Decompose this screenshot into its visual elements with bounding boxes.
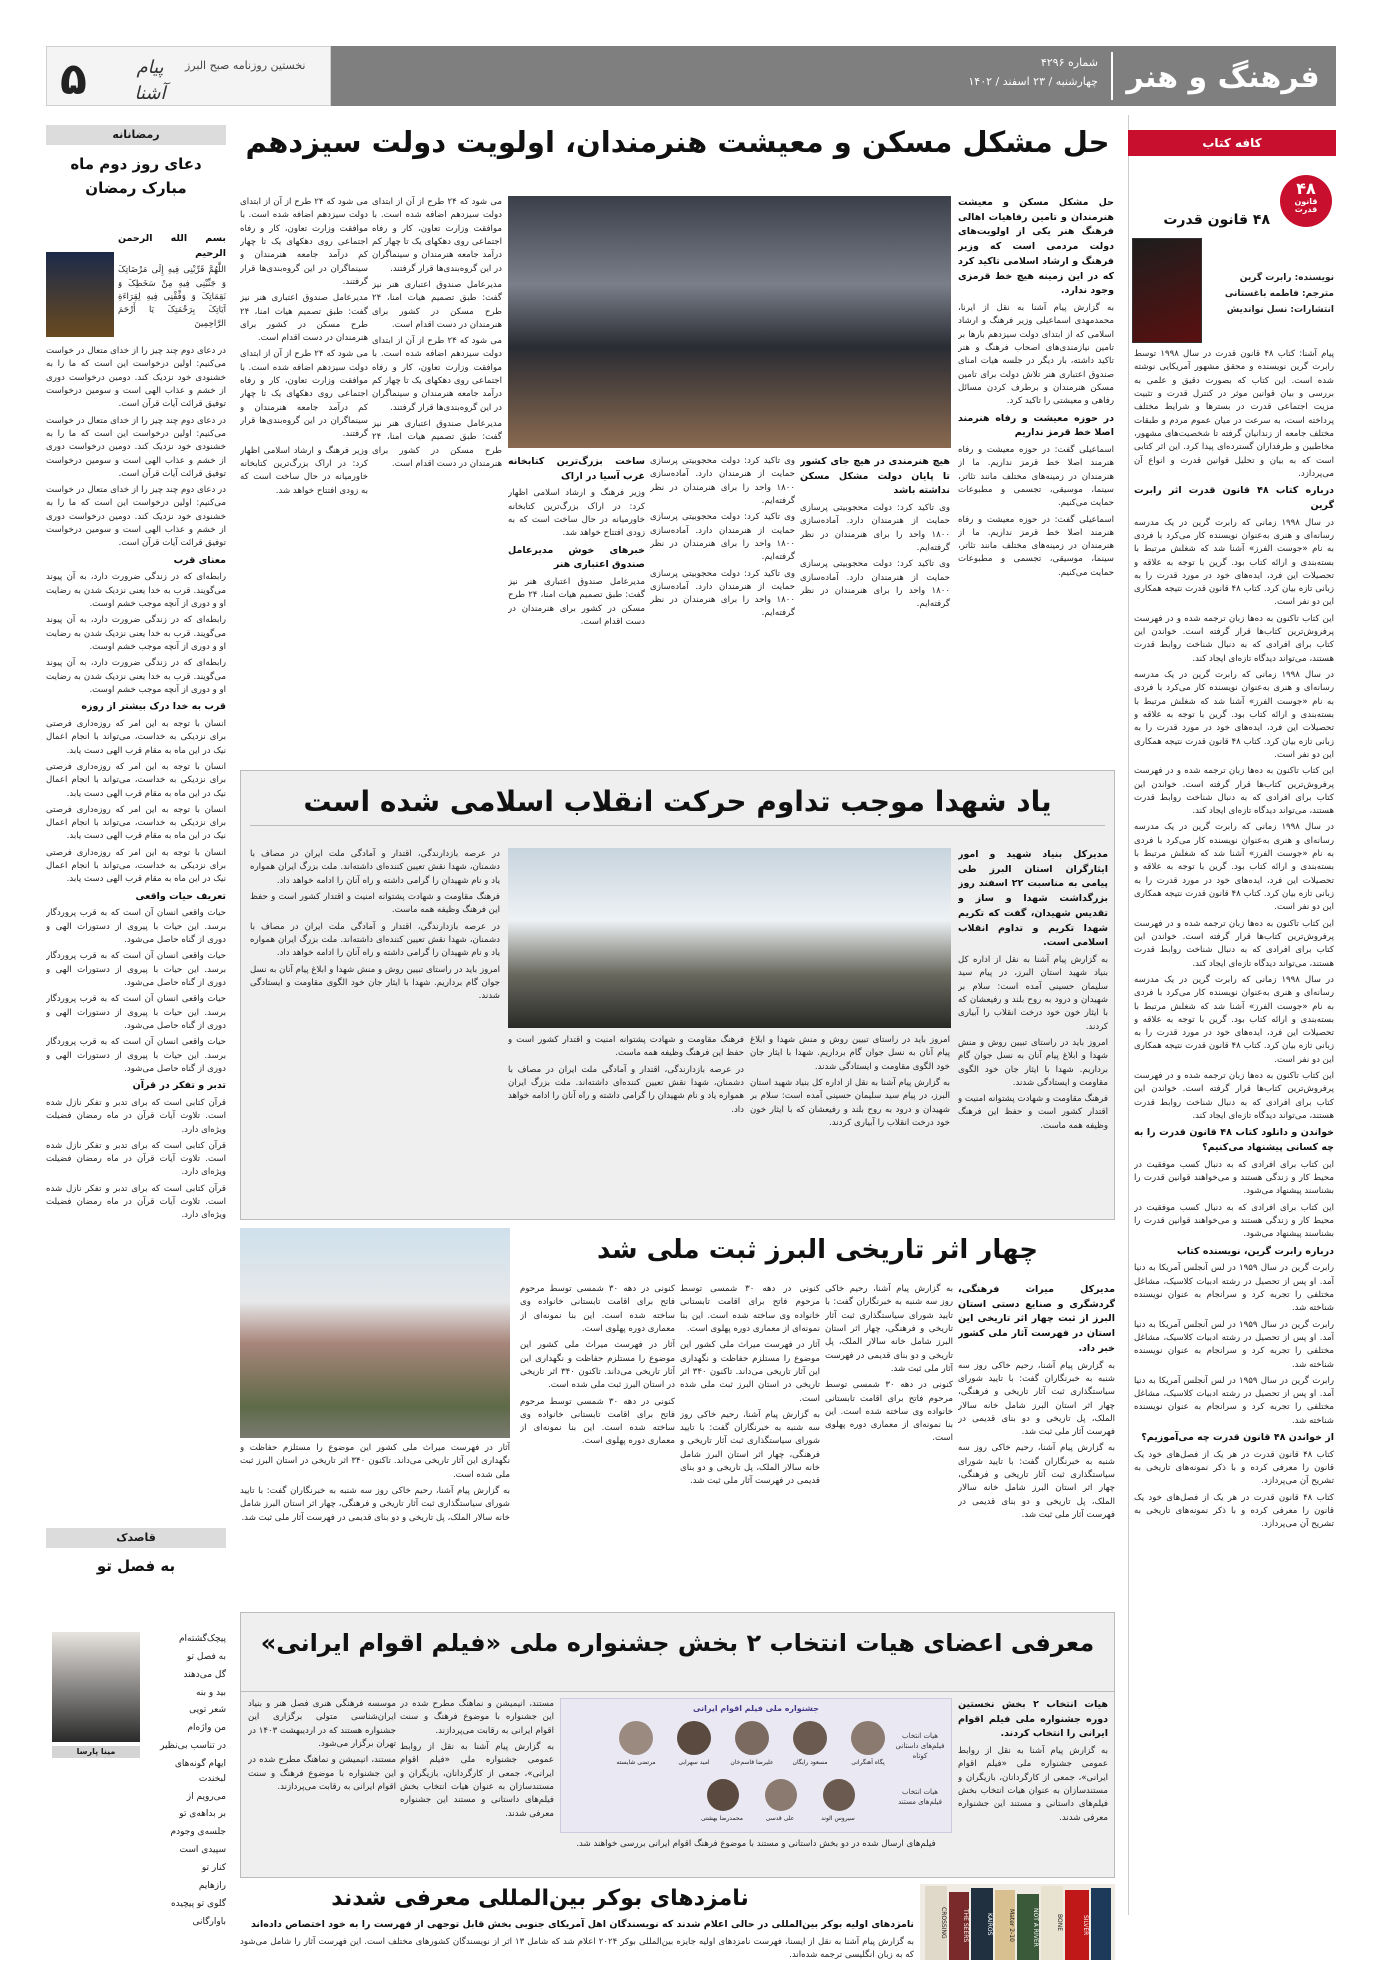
- festival-poster: [560, 1698, 952, 1833]
- art1-body4: وزیر فرهنگ و ارشاد اسلامی اظهار کرد: در اراک بزرگ‌ترین کتابخانه خاورمیانه در حال ساخت است که به زودی افتتاح خواهد شد.: [508, 488, 645, 539]
- poem-line: می‌رویم از: [186, 1791, 226, 1802]
- ramadan-p4b: قرآن کتابی است که برای تدبر و تفکر نازل شده است. تلاوت آیات قرآن در ماه رمضان فضیلت ویژه‌ای دارد.: [46, 1140, 226, 1178]
- poem-line: شعر تویی: [189, 1705, 226, 1716]
- badge-number: ۴۸: [1296, 179, 1316, 198]
- book-p5: کتاب ۴۸ قانون قدرت در هر یک از فصل‌های خود یک قانون را معرفی کرده و با ذکر نمونه‌های تاریخی به تشریح آن می‌پردازد.: [1134, 1449, 1334, 1487]
- art2-body2c: امروز باید در راستای تبیین روش و منش شهدا و ابلاغ پیام آنان به نسل جوان گام برداریم. شهدا با ایثار جان خود الگوی مقاومت و ایستادگی شدند.: [250, 964, 500, 1002]
- poem-line: من واژه‌ام: [187, 1723, 226, 1734]
- art3-body2c: کنونی در دهه ۳۰ شمسی توسط مرحوم فاتح برای اقامت تابستانی خانواده وی ساخته شده است. این بنا نمونه‌ای از معماری دوره پهلوی است.: [520, 1284, 675, 1334]
- art2-col3: [508, 1034, 744, 1210]
- poem-line: بر بداهه‌ی تو: [179, 1809, 226, 1820]
- art3-body1d: به گزارش پیام آشنا، رحیم خاکی روز سه شنبه به خبرنگاران گفت: با تایید شورای سیاستگذاری ثبت آثار تاریخی و فرهنگی، چهار اثر استان البرز شامل خانه سالار الملک، پل تاریخی و دو بنای قدیمی در فهرست آثار ملی ثبت شد.: [680, 1409, 820, 1487]
- ramadan-p2: انسان با توجه به این امر که روزه‌داری فرصتی برای نزدیکی به خداست، می‌تواند با انجام اعمال نیک در این ماه به مقام قرب الهی دست یابد.: [46, 718, 226, 756]
- book-cover: [1132, 238, 1202, 343]
- art1-body3b: وی تاکید کرد: دولت محجوبیتی پرسازی حمایت از هنرمندان دارد. آماده‌سازی ۱۸۰۰ واحد را برای هنرمندان در نظر گرفته‌ایم.: [800, 559, 950, 610]
- ramadan-title: دعای روز دوم ماه مبارک رمضان: [70, 155, 202, 197]
- poem-line: کنار تو: [201, 1862, 226, 1873]
- paper-logo: پیام آشنا: [134, 57, 166, 105]
- art1-body3e: وی تاکید کرد: دولت محجوبیتی پرسازی حمایت از هنرمندان دارد. آماده‌سازی ۱۸۰۰ واحد را برای هنرمندان در نظر گرفته‌ایم.: [650, 568, 795, 619]
- book-publisher: انتشارات: نسل نواندیش: [1226, 305, 1334, 316]
- ramadan-p1: رابطه‌ای که در زندگی ضرورت دارد، به آن پیوند می‌گویند. قرب به خدا یعنی نزدیک شدن به رضایت او و دوری از آنچه موجب خشم اوست.: [46, 572, 226, 610]
- ramadan-h3: تعریف حیات واقعی: [135, 890, 226, 902]
- mosque-image: [46, 252, 114, 337]
- art3-body3: آثار در فهرست میراث ملی کشور این موضوع را مستلزم حفاظت و نگهداری این آثار تاریخی می‌داند. تاکنون ۳۴۰ اثر تاریخی در استان البرز ثبت ملی شده است.: [680, 1340, 820, 1404]
- book-h4: از خواندن ۴۸ قانون قدرت چه می‌آموزیم؟: [1141, 1432, 1334, 1444]
- art2-body4: فرهنگ مقاومت و شهادت پشتوانه امنیت و اقتدار کشور است و حفظ این فرهنگ وظیفه همه ماست.: [958, 1094, 1108, 1131]
- book-h1: درباره کتاب ۴۸ قانون قدرت اثر رابرت گرین: [1134, 485, 1334, 511]
- book-spine: THE SEERS: [949, 1892, 969, 1960]
- art2-col1: [958, 848, 1108, 1210]
- book-h2: خواندن و دانلود کتاب ۴۸ قانون قدرت را به چه کسانی پیشنهاد می‌کنیم؟: [1134, 1127, 1334, 1154]
- art4-body2b: مستند، انیمیشن و نماهنگ مطرح شده در این جشنواره با موضوع فرهنگ و سنت اقوام ایرانی به رقابت می‌پردازند.: [248, 1755, 396, 1792]
- dua-translation2: در دعای دوم چند چیز را از خدای متعال در خواست می‌کنیم: اولین درخواست این است که ما را به خشنودی خود نزدیک کند. دومین درخواست دوری از خشم و عذاب الهی است و سومین درخواست توفیق قرائت آیات قرآن است.: [46, 415, 226, 479]
- book-p1: در سال ۱۹۹۸ زمانی که رابرت گرین در یک مدرسه رسانه‌ای و هنری به‌عنوان نویسنده کار می‌کرد با فردی به نام «جوست الفرز» آشنا شد که شغلش مرتبط با بسته‌بندی و ارائه کتاب بود. گرین با توجه به علاقه و تحصیلات این فرد، ایده‌های خود در مورد قدرت را به زبانی تازه بیان کرد. کتاب ۴۸ قانون قدرت نتیجه همکاری این دو نفر است.: [1134, 517, 1334, 608]
- art3-body3c: آثار در فهرست میراث ملی کشور این موضوع را مستلزم حفاظت و نگهداری این آثار تاریخی می‌داند. تاکنون ۳۴۰ اثر تاریخی در استان البرز ثبت ملی شده است.: [240, 1443, 510, 1480]
- header-divider: [1111, 52, 1113, 100]
- dua-translation: در دعای دوم چند چیز را از خدای متعال در خواست می‌کنیم: اولین درخواست این است که ما را به خشنودی خود نزدیک کند. دومین درخواست دوری از خشم و عذاب الهی است و سومین درخواست توفیق قرائت آیات قرآن است.: [46, 346, 226, 410]
- poem-line: گل می‌دهند: [183, 1669, 226, 1680]
- ramadan-p2d: انسان با توجه به این امر که روزه‌داری فرصتی برای نزدیکی به خداست، می‌تواند با انجام اعمال نیک در این ماه به مقام قرب الهی دست یابد.: [46, 847, 226, 885]
- art2-lead: مدیرکل بنیاد شهید و امور ایثارگران استان البرز طی پیامی به مناسبت ۲۲ اسفند روز بزرگداشت شهدا و ساز و تقدیس شهیدان، گفت که تکریم شهدا تکریم و تداوم انقلاب اسلامی است.: [958, 849, 1108, 949]
- art4-col1: [958, 1698, 1108, 1873]
- art3-body2: کنونی در دهه ۳۰ شمسی توسط مرحوم فاتح برای اقامت تابستانی خانواده وی ساخته شده است. این بنا نمونه‌ای از معماری دوره پهلوی است.: [825, 1380, 953, 1444]
- member-name: مرتضی شایسته: [616, 1759, 656, 1766]
- art1-body3d: وی تاکید کرد: دولت محجوبیتی پرسازی حمایت از هنرمندان دارد. آماده‌سازی ۱۸۰۰ واحد را برای هنرمندان در نظر گرفته‌ایم.: [650, 512, 795, 563]
- member-name: امید سهرابی: [678, 1759, 710, 1766]
- art1-body5d: مدیرعامل صندوق اعتباری هنر نیز گفت: طبق تصمیم هیات امنا، ۲۴ طرح مسکن در کشور برای هنرمندان در دست اقدام است.: [240, 293, 368, 344]
- ramadan-p2c: انسان با توجه به این امر که روزه‌داری فرصتی برای نزدیکی به خداست، می‌تواند با انجام اعمال نیک در این ماه به مقام قرب الهی دست یابد.: [46, 804, 226, 842]
- member-photo: [735, 1721, 769, 1755]
- ramadan-p4: قرآن کتابی است که برای تدبر و تفکر نازل شده است. تلاوت آیات قرآن در ماه رمضان فضیلت ویژه‌ای دارد.: [46, 1097, 226, 1135]
- art2-body2: امروز باید در راستای تبیین روش و منش شهدا و ابلاغ پیام آنان به نسل جوان گام برداریم. شهدا با ایثار جان خود الگوی مقاومت و ایستادگی شدند.: [958, 1037, 1108, 1088]
- art1-body2: اسماعیلی گفت: در حوزه معیشت و رفاه هنرمند اصلا خط قرمز نداریم. ما از هنرمندان در زمینه‌های مختلف مانند تئاتر، سینما، موسیقی، تجسمی و مطبوعات حمایت می‌کنیم.: [958, 444, 1114, 509]
- member-photo: [677, 1721, 711, 1755]
- art2-col4: [250, 848, 500, 1210]
- member-photo: [793, 1721, 827, 1755]
- dua-text: اللَّهُمَّ قَرِّبْنِی فِیهِ إِلَى مَرْضَاتِکَ وَ جَنِّبْنِی فِیهِ مِنْ سَخَطِکَ وَ نَقِمَاتِکَ وَ وَفِّقْنِی فِیهِ لِقِرَاءَةِ آیَاتِکَ بِرَحْمَتِکَ یَا أَرْحَمَ الرَّاحِمِینَ: [118, 265, 226, 329]
- art5-body1: به گزارش پیام آشنا به نقل از ایسنا، فهرست نامزدهای اولیه جایزه بین‌المللی بوکر ۲۰۲۴ اعلام شد که شامل ۱۳ اثر از نویسندگان کشورهای مختلف است. این فهرست آثار را شامل می‌شود که به زبان انگلیسی ترجمه شده‌اند.: [240, 1936, 914, 1961]
- art1-caption1: هیچ هنرمندی در هیچ جای کشور تا پایان دولت مشکل مسکن نداشته باشد: [800, 456, 950, 497]
- art1-body3c: وی تاکید کرد: دولت محجوبیتی پرسازی حمایت از هنرمندان دارد. آماده‌سازی ۱۸۰۰ واحد را برای هنرمندان در نظر گرفته‌ایم.: [650, 456, 795, 506]
- badge-word2: قدرت: [1294, 205, 1318, 215]
- art2-body4c: فرهنگ مقاومت و شهادت پشتوانه امنیت و اقتدار کشور است و حفظ این فرهنگ وظیفه همه ماست.: [250, 891, 500, 916]
- member-name: سیروس الوند: [821, 1815, 855, 1822]
- art5-caption: نامزدهای اولیه بوکر بین‌المللی در حالی اعلام شدند که نویسندگان اهل آمریکای جنوبی بخش قابل توجهی از فهرست را به خود اختصاص داده‌اند: [250, 1919, 914, 1930]
- ramadan-h4: تدبر و تفکر در قرآن: [132, 1080, 226, 1092]
- poem-line: در تناسب بی‌نظیر: [160, 1741, 226, 1752]
- art1-body3: وی تاکید کرد: دولت محجوبیتی پرسازی حمایت از هنرمندان دارد. آماده‌سازی ۱۸۰۰ واحد را برای هنرمندان در نظر گرفته‌ایم.: [800, 503, 950, 554]
- ramadan-p4c: قرآن کتابی است که برای تدبر و تفکر نازل شده است. تلاوت آیات قرآن در ماه رمضان فضیلت ویژه‌ای دارد.: [46, 1183, 226, 1221]
- book-spine: NOT A RIVER: [1017, 1894, 1039, 1960]
- book-title: ۴۸ قانون قدرت: [1163, 212, 1270, 228]
- art3-body1e: به گزارش پیام آشنا، رحیم خاکی روز سه شنبه به خبرنگاران گفت: با تایید شورای سیاستگذاری ثبت آثار تاریخی و فرهنگی، چهار اثر استان البرز شامل خانه سالار الملک، پل تاریخی و دو بنای قدیمی در فهرست آثار ملی ثبت شد.: [240, 1485, 510, 1523]
- art3-lead: مدیرکل میراث فرهنگی، گردشگری و صنایع دستی استان البرز از ثبت چهار اثر تاریخی این استان در فهرست آثار ملی کشور خبر داد.: [958, 1284, 1115, 1354]
- poem-line: پیچک‌گشته‌ام: [178, 1634, 226, 1644]
- book-author: نویسنده: رابرت گرین: [1239, 273, 1334, 283]
- poem-line: سپیدی است: [179, 1845, 226, 1856]
- art1-body6: می شود که ۲۴ طرح از آن از ابتدای دولت سیزدهم اضافه شده است. با موافقت وزارت تعاون، کار و رفاه اجتماعی روی دهکهای یک تا چهار کم درآمد جامعه هنرمندان و سینماگران در این گروه‌بندی‌ها قرار گرفتند.: [372, 197, 502, 274]
- art4-body2: مستند، انیمیشن و نماهنگ مطرح شده در این جشنواره با موضوع فرهنگ و سنت اقوام ایرانی به رقابت می‌پردازند.: [400, 1699, 554, 1736]
- art1-body5: مدیرعامل صندوق اعتباری هنر نیز گفت: طبق تصمیم هیات امنا، ۲۴ طرح مسکن در کشور برای هنرمندان در دست اقدام است.: [508, 577, 645, 628]
- book-text: [1134, 348, 1334, 1908]
- art2-body2b: امروز باید در راستای تبیین روش و منش شهدا و ابلاغ پیام آنان به نسل جوان گام برداریم. شهدا با ایثار جان خود الگوی مقاومت و ایستادگی شدند.: [750, 1035, 950, 1072]
- book-meta: [1206, 272, 1334, 320]
- art1-col3: [650, 455, 795, 761]
- poster-title: جشنواره ملی فیلم اقوام ایرانی: [693, 1704, 819, 1713]
- book-p3b: این کتاب برای افرادی که به دنبال کسب موفقیت در محیط کار و زندگی هستند و می‌خواهند قوانین قدرت را بشناسند پیشنهاد می‌شود.: [1134, 1202, 1334, 1240]
- art3-col3: [680, 1283, 820, 1603]
- book-spine: [1091, 1888, 1111, 1960]
- ramadan-body: [46, 345, 226, 1515]
- poet-photo: [52, 1632, 140, 1742]
- art3-col4: [520, 1283, 675, 1603]
- art1-col1: [958, 196, 1114, 761]
- art4-headline: معرفی اعضای هیات انتخاب ۲ بخش جشنواره ملی «فیلم اقوام ایرانی»: [260, 1629, 1095, 1657]
- art2-body1: به گزارش پیام آشنا به نقل از اداره کل بنیاد شهید استان البرز، در پیام سید سلیمان حسینی آمده است: سلام بر شهیدان و درود به روح بلند و رفیعشان که با ایثار خون خود درخت انقلاب را آبیاری کردند.: [958, 955, 1108, 1032]
- poem-line: ایهام گونه‌های لبخندت: [174, 1758, 226, 1784]
- art1-body6b: می شود که ۲۴ طرح از آن از ابتدای دولت سیزدهم اضافه شده است. با موافقت وزارت تعاون، کار و رفاه اجتماعی روی دهکهای یک تا چهار کم درآمد جامعه هنرمندان و سینماگران در این گروه‌بندی‌ها قرار گرفتند.: [372, 336, 502, 413]
- art1-body5b: مدیرعامل صندوق اعتباری هنر نیز گفت: طبق تصمیم هیات امنا، ۲۴ طرح مسکن در کشور برای هنرمندان در دست اقدام است.: [372, 279, 502, 330]
- art1-body5c: مدیرعامل صندوق اعتباری هنر نیز گفت: طبق تصمیم هیات امنا، ۲۴ طرح مسکن در کشور برای هنرمندان در دست اقدام است.: [372, 419, 502, 469]
- ramadan-h2: قرب به خدا درک بیشتر از روزه: [81, 701, 226, 713]
- ramadan-p1b: رابطه‌ای که در زندگی ضرورت دارد، به آن پیوند می‌گویند. قرب به خدا یعنی نزدیک شدن به رضایت او و دوری از آنچه موجب خشم اوست.: [46, 615, 226, 652]
- art3-col5: [240, 1442, 510, 1603]
- poem-line: رازهایم: [198, 1880, 226, 1891]
- art4-body3: موسسه فرهنگی هنری فصل هنر و بنیاد ایران‌شناسی متولی برگزاری این جشنواره هستند که در اردیبهشت ۱۴۰۳ در تهران برگزار می‌شود.: [248, 1699, 396, 1749]
- art2-body4b: فرهنگ مقاومت و شهادت پشتوانه امنیت و اقتدار کشور است و حفظ این فرهنگ وظیفه همه ماست.: [508, 1035, 744, 1059]
- art3-body1: به گزارش پیام آشنا، رحیم خاکی روز سه شنبه به خبرنگاران گفت: با تایید شورای سیاستگذاری ثبت آثار تاریخی و فرهنگی، چهار اثر استان البرز شامل خانه سالار الملک، پل تاریخی و دو بنای قدیمی در فهرست آثار ملی ثبت شد.: [958, 1360, 1115, 1438]
- art3-body1b: به گزارش پیام آشنا، رحیم خاکی روز سه شنبه به خبرنگاران گفت: با تایید شورای سیاستگذاری ثبت آثار تاریخی و فرهنگی، چهار اثر استان البرز شامل خانه سالار الملک، پل تاریخی و دو بنای قدیمی در فهرست آثار ملی ثبت شد.: [958, 1443, 1115, 1521]
- poem-line: به فصل تو: [186, 1651, 226, 1662]
- book-badge: [1280, 175, 1332, 227]
- art4-lead: هیات انتخاب ۲ بخش نخستین دوره جشنواره ملی فیلم اقوام ایرانی را انتخاب کردند.: [958, 1699, 1108, 1740]
- panel1-label: هیات انتخاب فیلم‌های داستانی کوتاه: [895, 1732, 945, 1761]
- art2-photo: [508, 848, 951, 1028]
- member-name: مسعود رایگان: [792, 1759, 828, 1766]
- book-spine: KAIROS: [971, 1888, 993, 1960]
- art2-body3c: در عرصه بازدارندگی، اقتدار و آمادگی ملت ایران در مصاف با دشمنان، شهدا نقش تعیین کننده‌ای داشته‌اند. ملت بزرگ ایران همواره یاد و نام شهیدان را گرامی داشته و راه آنان را ادامه خواهد داد.: [250, 921, 500, 959]
- art1-col4: [508, 455, 645, 761]
- book-p3: این کتاب برای افرادی که به دنبال کسب موفقیت در محیط کار و زندگی هستند و می‌خواهند قوانین قدرت را بشناسند پیشنهاد می‌شود.: [1134, 1159, 1334, 1197]
- art1-caption2: ساخت بزرگ‌ترین کتابخانه غرب آسیا در اراک: [508, 456, 645, 482]
- art3-col2: [825, 1283, 953, 1603]
- art2-body3b: در عرصه بازدارندگی، اقتدار و آمادگی ملت ایران در مصاف با دشمنان، شهدا نقش تعیین کننده‌ای داشته‌اند. ملت بزرگ ایران همواره یاد و نام شهیدان را گرامی داشته و راه آنان را ادامه خواهد داد.: [508, 1064, 744, 1115]
- book-p2c: این کتاب تاکنون به ده‌ها زبان ترجمه شده و در فهرست پرفروش‌ترین کتاب‌ها قرار گرفته است. خواندن این کتاب برای افرادی که به دنبال شناخت روابط قدرت هستند، می‌تواند دیدگاه تازه‌ای ایجاد کند.: [1134, 918, 1334, 969]
- art1-lead: حل مشکل مسکن و معیشت هنرمندان و تامین رفاهیات اهالی فرهنگ هنر یکی از اولویت‌های دولت مردمی است که وزیر فرهنگ و ارشاد اسلامی تاکید کرد که در این زمینه هیچ خط قرمزی وجود ندارد.: [958, 197, 1114, 297]
- issue-number: شماره ۴۲۹۶: [1040, 56, 1098, 69]
- book-p2b: این کتاب تاکنون به ده‌ها زبان ترجمه شده و در فهرست پرفروش‌ترین کتاب‌ها قرار گرفته است. خواندن این کتاب برای افرادی که به دنبال شناخت روابط قدرت هستند، می‌تواند دیدگاه تازه‌ای ایجاد کند.: [1134, 766, 1334, 817]
- bismillah: بسم الله الرحمن الرحیم: [118, 233, 226, 259]
- art1-body1: به گزارش پیام آشنا به نقل از ایرنا، محمدمهدی اسماعیلی وزیر فرهنگ و ارشاد اسلامی که از ابتدای دولت سیزدهم بارها بر تامین نیازمندی‌های اصحاب فرهنگ و هنر تاکید داشته، بار دیگر در جلسه هیات امنای صندوق اعتباری هنر تلاش دولت برای تامین مسکن هنرمندان و برطرف کردن مسائل رفاهی و معیشتی را تاکید کرد.: [958, 303, 1114, 407]
- book-p2: این کتاب تاکنون به ده‌ها زبان ترجمه شده و در فهرست پرفروش‌ترین کتاب‌ها قرار گرفته است. خواندن این کتاب برای افرادی که به دنبال شناخت روابط قدرت هستند، می‌تواند دیدگاه تازه‌ای ایجاد کند.: [1134, 613, 1334, 664]
- book-intro: پیام آشنا: کتاب ۴۸ قانون قدرت در سال ۱۹۹۸ توسط رابرت گرین نویسنده و محقق مشهور آمریکایی نوشته شده است. این کتاب که بصورت دقیق و علمی به بررسی و بیان قوانین موثر در کنترل قدرت و تثبیت مزیت اجتماعی قدرت در بسترها و شرایط مختلف پرداخته است، به سرعت در میان عموم مردم و طبقات مختلف جامعه از زندانیان گرفته تا شخصیت‌های مشهور، مخاطبین و طرفداران گسترده‌ای پیدا کرد. این اثر کتابی است که به بیان و تحلیل قوانین قدرت و انواع آن می‌پردازد.: [1134, 349, 1334, 479]
- art5-headline: نامزدهای بوکر بین‌المللی معرفی شدند: [331, 1886, 749, 1911]
- art1-col5: [372, 196, 502, 761]
- book-spine: CROSSING: [925, 1886, 947, 1960]
- book-p4b: رابرت گرین در سال ۱۹۵۹ در لس آنجلس آمریکا به دنیا آمد. او پس از تحصیل در رشته ادبیات کلاسیک، مشاغل مختلفی را تجربه کرد و سرانجام به عنوان نویسنده شناخته شد.: [1134, 1319, 1334, 1370]
- book-spine: BONE: [1041, 1886, 1063, 1960]
- book-spine: Mater 2-10: [995, 1890, 1015, 1960]
- member-name: علی قدسی: [765, 1815, 795, 1822]
- poem-title: به فصل تو: [96, 1557, 176, 1575]
- art1-body4b: وزیر فرهنگ و ارشاد اسلامی اظهار کرد: در اراک بزرگ‌ترین کتابخانه خاورمیانه در حال ساخت است که به زودی افتتاح خواهد شد.: [240, 445, 368, 496]
- poem-line: باوارگانی: [192, 1916, 226, 1927]
- art1-photo: [508, 196, 951, 448]
- art3-headline: چهار اثر تاریخی البرز ثبت ملی شد: [596, 1235, 1039, 1265]
- ramadan-h1: معنای قرب: [173, 554, 226, 566]
- member-name: پگاه آهنگرانی: [851, 1759, 885, 1766]
- book-p5b: کتاب ۴۸ قانون قدرت در هر یک از فصل‌های خود یک قانون را معرفی کرده و با ذکر نمونه‌های تاریخی به تشریح آن می‌پردازد.: [1134, 1492, 1334, 1530]
- member-photo: [851, 1721, 885, 1755]
- poem-line: بید و بنه: [195, 1687, 226, 1698]
- art4-body1: به گزارش پیام آشنا به نقل از روابط عمومی جشنواره ملی «فیلم اقوام ایرانی»، جمعی از کارگردانان، بازیگران و مستندسازان به عنوان هیات انتخاب بخش فیلم‌های داستانی و مستند این جشنواره معرفی شدند.: [958, 1746, 1108, 1823]
- art2-body1b: به گزارش پیام آشنا به نقل از اداره کل بنیاد شهید استان البرز، در پیام سید سلیمان حسینی آمده است: سلام بر شهیدان و درود به روح بلند و رفیعشان که با ایثار خون خود درخت انقلاب را آبیاری کردند.: [750, 1077, 950, 1128]
- ramadan-text: [118, 232, 226, 342]
- books-photo: [920, 1884, 1115, 1960]
- art2-headline: یاد شهدا موجب تداوم حرکت انقلاب اسلامی شده است: [250, 780, 1105, 826]
- member-name: محمدرضا بهشتی: [700, 1815, 744, 1822]
- member-photo: [707, 1779, 739, 1811]
- art1-sub1: در حوزه معیشت و رفاه هنرمند اصلا خط قرمز نداریم: [958, 412, 1114, 439]
- art1-col6: [240, 196, 368, 761]
- poem-tag: قاصدک: [46, 1528, 226, 1548]
- art1-body6d: می شود که ۲۴ طرح از آن از ابتدای دولت سیزدهم اضافه شده است. با موافقت وزارت تعاون، کار و رفاه اجتماعی روی دهکهای یک تا چهار کم درآمد جامعه هنرمندان و سینماگران در این گروه‌بندی‌ها قرار گرفتند.: [240, 349, 368, 440]
- art1-sub2: خبرهای خوش مدیرعامل صندوق اعتباری هنر: [508, 544, 645, 571]
- book-p1d: در سال ۱۹۹۸ زمانی که رابرت گرین در یک مدرسه رسانه‌ای و هنری به‌عنوان نویسنده کار می‌کرد با فردی به نام «جوست الفرز» آشنا شد که شغلش مرتبط با بسته‌بندی و ارائه کتاب بود. گرین با توجه به علاقه و تحصیلات این فرد، ایده‌های خود در مورد قدرت را به زبانی تازه بیان کرد. کتاب ۴۸ قانون قدرت نتیجه همکاری این دو نفر است.: [1134, 974, 1334, 1065]
- issue-date: چهارشنبه / ۲۳ اسفند / ۱۴۰۲: [968, 75, 1098, 88]
- ramadan-p3c: حیات واقعی انسان آن است که به قرب پروردگار برسد. این حیات با پیروی از دستورات الهی و دوری از گناه حاصل می‌شود.: [46, 994, 226, 1031]
- paper-tagline: نخستین روزنامه صبح البرز: [185, 59, 306, 72]
- art1-body6c: می شود که ۲۴ طرح از آن از ابتدای دولت سیزدهم اضافه شده است. با موافقت وزارت تعاون، کار و رفاه اجتماعی روی دهکهای یک تا چهار کم درآمد جامعه هنرمندان و سینماگران در این گروه‌بندی‌ها قرار گرفتند.: [240, 197, 368, 287]
- ramadan-p1c: رابطه‌ای که در زندگی ضرورت دارد، به آن پیوند می‌گویند. قرب به خدا یعنی نزدیک شدن به رضایت او و دوری از آنچه موجب خشم اوست.: [46, 658, 226, 695]
- book-p1b: در سال ۱۹۹۸ زمانی که رابرت گرین در یک مدرسه رسانه‌ای و هنری به‌عنوان نویسنده کار می‌کرد با فردی به نام «جوست الفرز» آشنا شد که شغلش مرتبط با بسته‌بندی و ارائه کتاب بود. گرین با توجه به علاقه و تحصیلات این فرد، ایده‌های خود در مورد قدرت را به زبانی تازه بیان کرد. کتاب ۴۸ قانون قدرت نتیجه همکاری این دو نفر است.: [1134, 670, 1334, 760]
- member-photo: [765, 1779, 797, 1811]
- book-p4c: رابرت گرین در سال ۱۹۵۹ در لس آنجلس آمریکا به دنیا آمد. او پس از تحصیل در رشته ادبیات کلاسیک، مشاغل مختلفی را تجربه کرد و سرانجام به عنوان نویسنده شناخته شد.: [1134, 1375, 1334, 1426]
- page-number: ۵: [60, 54, 87, 105]
- book-h3: درباره رابرت گرین، نویسنده کتاب: [1177, 1245, 1334, 1257]
- art3-photo: [240, 1228, 510, 1438]
- ramadan-p3: حیات واقعی انسان آن است که به قرب پروردگار برسد. این حیات با پیروی از دستورات الهی و دوری از گناه حاصل می‌شود.: [46, 908, 226, 946]
- art3-body2d: کنونی در دهه ۳۰ شمسی توسط مرحوم فاتح برای اقامت تابستانی خانواده وی ساخته شده است. این بنا نمونه‌ای از معماری دوره پهلوی است.: [520, 1396, 675, 1447]
- ramadan-p2b: انسان با توجه به این امر که روزه‌داری فرصتی برای نزدیکی به خداست، می‌تواند با انجام اعمال نیک در این ماه به مقام قرب الهی دست یابد.: [46, 761, 226, 799]
- book-p2d: این کتاب تاکنون به ده‌ها زبان ترجمه شده و در فهرست پرفروش‌ترین کتاب‌ها قرار گرفته است. خواندن این کتاب برای افرادی که به دنبال شناخت روابط قدرت هستند، می‌تواند دیدگاه تازه‌ای ایجاد کند.: [1134, 1071, 1334, 1121]
- member-name: علیرضا قاسم‌خان: [730, 1759, 774, 1766]
- ramadan-tag: رمضانانه: [46, 125, 226, 145]
- art1-body2b: اسماعیلی گفت: در حوزه معیشت و رفاه هنرمند اصلا خط قرمز نداریم. ما از هنرمندان در زمینه‌های مختلف مانند تئاتر، سینما، موسیقی، تجسمی و مطبوعات حمایت می‌کنیم.: [958, 514, 1114, 578]
- member-photo: [823, 1779, 855, 1811]
- book-spine: SILVER: [1065, 1890, 1089, 1960]
- section-title: فرهنگ و هنر: [1126, 60, 1320, 95]
- dua-translation3: در دعای دوم چند چیز را از خدای متعال در خواست می‌کنیم: اولین درخواست این است که ما را به خشنودی خود نزدیک کند. دومین درخواست دوری از خشم و عذاب الهی است و سومین درخواست توفیق قرائت آیات قرآن است.: [46, 485, 226, 549]
- art5-text: [240, 1918, 914, 1963]
- art4-caption: فیلم‌های ارسال شده در دو بخش داستانی و مستند با موضوع فرهنگ اقوام ایرانی بررسی خواهند شد.: [576, 1839, 936, 1849]
- book-p1c: در سال ۱۹۹۸ زمانی که رابرت گرین در یک مدرسه رسانه‌ای و هنری به‌عنوان نویسنده کار می‌کرد با فردی به نام «جوست الفرز» آشنا شد که شغلش مرتبط با بسته‌بندی و ارائه کتاب بود. گرین با توجه به علاقه و تحصیلات این فرد، ایده‌های خود در مورد قدرت را به زبانی تازه بیان کرد. کتاب ۴۸ قانون قدرت نتیجه همکاری این دو نفر است.: [1134, 822, 1334, 913]
- panel2-label: هیات انتخاب فیلم‌های مستند: [898, 1788, 942, 1807]
- art2-body3: در عرصه بازدارندگی، اقتدار و آمادگی ملت ایران در مصاف با دشمنان، شهدا نقش تعیین کننده‌ای داشته‌اند. ملت بزرگ ایران همواره یاد و نام شهیدان را گرامی داشته و راه آنان را ادامه خواهد داد.: [250, 849, 500, 886]
- art4-body1b: به گزارش پیام آشنا به نقل از روابط عمومی جشنواره ملی «فیلم اقوام ایرانی»، جمعی از کارگردانان، بازیگران و مستندسازان به عنوان هیات انتخاب بخش فیلم‌های داستانی و مستند این جشنواره معرفی شدند.: [400, 1741, 554, 1819]
- art3-body1c: به گزارش پیام آشنا، رحیم خاکی روز سه شنبه به خبرنگاران گفت: با تایید شورای سیاستگذاری ثبت آثار تاریخی و فرهنگی، چهار اثر استان البرز شامل خانه سالار الملک، پل تاریخی و دو بنای قدیمی در فهرست آثار ملی ثبت شد.: [825, 1284, 953, 1374]
- art4-col3: [248, 1698, 396, 1873]
- member-photo: [619, 1721, 653, 1755]
- poem-line: گلوی تو پیچیده: [170, 1898, 226, 1909]
- book-p4: رابرت گرین در سال ۱۹۵۹ در لس آنجلس آمریکا به دنیا آمد. او پس از تحصیل در رشته ادبیات کلاسیک، مشاغل مختلفی را تجربه کرد و سرانجام به عنوان نویسنده شناخته شد.: [1134, 1263, 1334, 1314]
- art3-body2b: کنونی در دهه ۳۰ شمسی توسط مرحوم فاتح برای اقامت تابستانی خانواده وی ساخته شده است. این بنا نمونه‌ای از معماری دوره پهلوی است.: [680, 1284, 820, 1334]
- art3-col1: [958, 1283, 1115, 1603]
- poem-lines: [146, 1632, 226, 1932]
- poet-name: مینا پارسا: [52, 1746, 140, 1758]
- book-translator: مترجم: فاطمه باغستانی: [1224, 289, 1334, 300]
- art2-col2: [750, 1034, 950, 1210]
- cafe-book-tag: کافه کتاب: [1128, 130, 1336, 156]
- art1-headline: حل مشکل مسکن و معیشت هنرمندان، اولویت دولت سیزدهم: [245, 125, 1110, 159]
- art3-body3b: آثار در فهرست میراث ملی کشور این موضوع را مستلزم حفاظت و نگهداری این آثار تاریخی می‌داند. تاکنون ۳۴۰ اثر تاریخی در استان البرز ثبت ملی شده است.: [520, 1340, 675, 1391]
- art1-col2: [800, 455, 950, 761]
- badge-word: قانون: [1294, 196, 1318, 206]
- poem-line: جلسه‌ی وجودم: [170, 1827, 226, 1838]
- ramadan-p3d: حیات واقعی انسان آن است که به قرب پروردگار برسد. این حیات با پیروی از دستورات الهی و دوری از گناه حاصل می‌شود.: [46, 1037, 226, 1074]
- art4-col2: [400, 1698, 554, 1873]
- ramadan-p3b: حیات واقعی انسان آن است که به قرب پروردگار برسد. این حیات با پیروی از دستورات الهی و دوری از گناه حاصل می‌شود.: [46, 951, 226, 988]
- header-paper-block: [46, 46, 331, 106]
